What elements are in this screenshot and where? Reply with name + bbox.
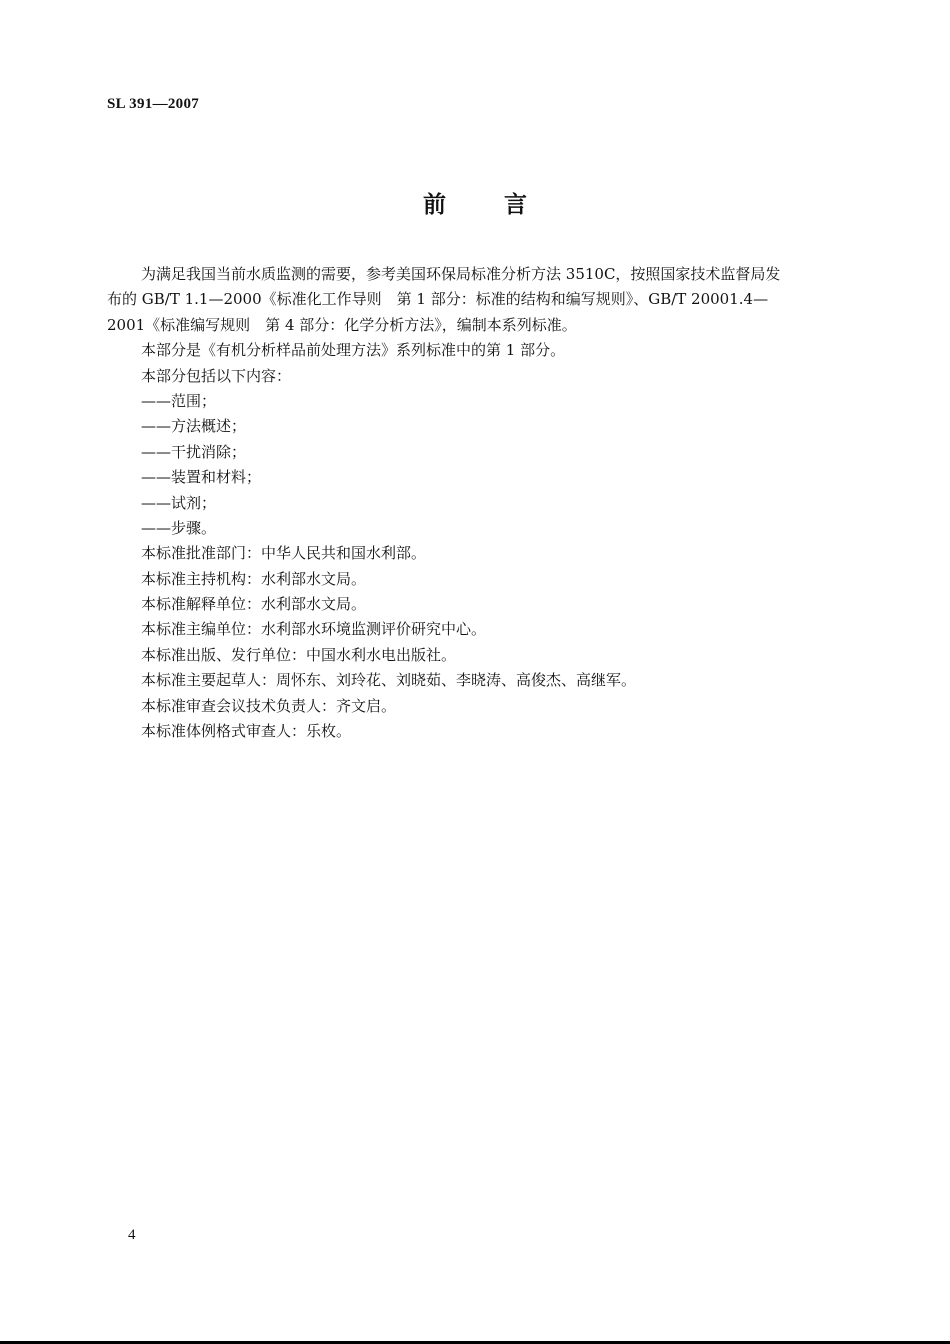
text-line: 本标准体例格式审查人：乐枚。: [141, 722, 352, 741]
text-line: 为满足我国当前水质监测的需要，参考美国环保局标准分析方法 3510C，按照国家技术监督局发: [141, 265, 781, 283]
standard-code: SL 391—2007: [107, 96, 200, 112]
text-line: 本标准解释单位：水利部水文局。: [141, 595, 367, 614]
text-line: 本标准主持机构：水利部水文局。: [141, 569, 367, 588]
list-item: ——步骤。: [141, 518, 217, 537]
text-line: 本标准主编单位：水利部水环境监测评价研究中心。: [141, 620, 487, 639]
text-line: 本标准批准部门：中华人民共和国水利部。: [141, 544, 427, 563]
list-item: ——试剂；: [141, 493, 217, 512]
text-line: 本标准主要起草人：周怀东、刘玲花、刘晓茹、李晓涛、高俊杰、高继军。: [141, 671, 637, 690]
text-line: 本标准审查会议技术负责人：齐文启。: [141, 696, 397, 715]
page-number: 4: [128, 1227, 136, 1243]
text-line: 本部分包括以下内容：: [141, 366, 292, 385]
page-title: 前言: [423, 192, 585, 218]
foreword-body: [107, 262, 847, 744]
list-item: ——装置和材料；: [141, 468, 262, 487]
list-item: ——范围；: [141, 391, 217, 410]
list-item: ——方法概述；: [141, 417, 247, 436]
text-line: 2001《标准编写规则 第 4 部分：化学分析方法》，编制本系列标准。: [107, 315, 577, 334]
text-line: 布的 GB/T 1.1—2000《标准化工作导则 第 1 部分：标准的结构和编写规则》、GB/T 20001.4—: [107, 290, 769, 309]
list-item: ——干扰消除；: [141, 442, 247, 461]
text-line: 本标准出版、发行单位：中国水利水电出版社。: [141, 645, 457, 664]
text-line: 本部分是《有机分析样品前处理方法》系列标准中的第 1 部分。: [141, 341, 566, 360]
